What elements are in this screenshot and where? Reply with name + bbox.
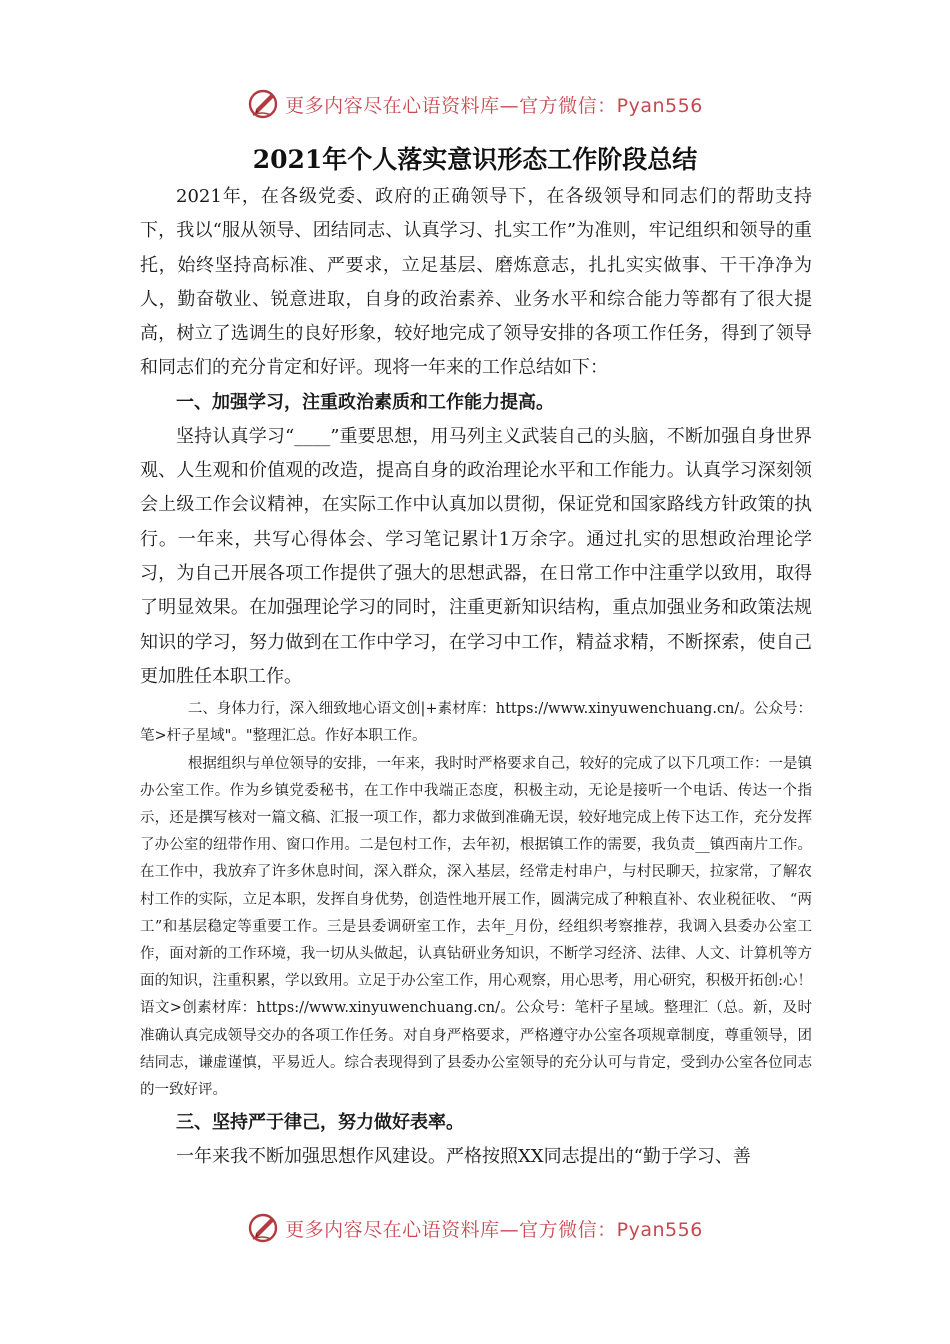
banner-text: 更多内容尽在心语资料库—官方微信：Pyan556 (285, 1218, 703, 1241)
section-1-paragraph: 坚持认真学习“____”重要思想，用马列主义武装自己的头脑，不断加强自身世界观、人生观和价值观的改造，提高自身的政治理论水平和工作能力。认真学习深刻领会上级工作会议精神，在实际工作中认真加以贯彻，保证党和国家路线方针政策的执行。一年来，共写心得体会、学习笔记累计1万余字。通过扎实的思想政治理论学习，为自己开展各项工作提供了强大的思想武器，在日常工作中注重学以致用，取得了明显效果。在加强理论学习的同时，注重更新知识结构，重点加强业务和政策法规知识的学习，努力做到在工作中学习，在学习中工作，精益求精，不断探索，使自己更加胜任本职工作。 (140, 425, 812, 687)
section-1-heading: 一、加强学习，注重政治素质和工作能力提高。 (176, 391, 554, 413)
header-banner (0, 84, 950, 124)
section-2-block (140, 696, 812, 1104)
document-body (140, 180, 812, 1175)
section-2-heading-line: 二、身体力行，深入细致地心语文创|+素材库：https://www.xinyuwenchuang.cn/。公众号：笔>杆子星域"。"整理汇总。作好本职工作。 (140, 701, 812, 745)
banner-text: 更多内容尽在心语资料库—官方微信：Pyan556 (285, 94, 703, 117)
section-3-heading: 三、坚持严于律己，努力做好表率。 (176, 1112, 464, 1134)
intro-paragraph: 2021年，在各级党委、政府的正确领导下，在各级领导和同志们的帮助支持下，我以“服从领导、团结同志、认真学习、扎实工作”为准则，牢记组织和领导的重托，始终坚持高标准、严要求，立足基层、磨炼意志，扎扎实实做事、干干净净为人，勤奋敬业、锐意进取，自身的政治素养、业务水平和综合能力等都有了很大提高，树立了选调生的良好形象，较好地完成了领导安排的各项工作任务，得到了领导和同志们的充分肯定和好评。现将一年来的工作总结如下： (140, 186, 812, 379)
document-title: 2021年个人落实意识形态工作阶段总结 (252, 145, 698, 174)
pen-logo-icon (247, 87, 281, 121)
footer-banner (0, 1208, 950, 1248)
section-3-paragraph: 一年来我不断加强思想作风建设。严格按照XX同志提出的“勤于学习、善 (176, 1146, 751, 1168)
section-2-paragraph: 根据组织与单位领导的安排，一年来，我时时严格要求自己，较好的完成了以下几项工作：一是镇办公室工作。作为乡镇党委秘书，在工作中我端正态度，积极主动，无论是接听一个电话、传达一个指示，还是撰写核对一篇文稿、汇报一项工作，都力求做到准确无误，较好地完成上传下达工作，充分发挥了办公室的纽带作用、窗口作用。二是包村工作，去年初，根据镇工作的需要，我负责__镇西南片工作。在工作中，我放弃了许多休息时间，深入群众，深入基层，经常走村串户，与村民聊天，拉家常，了解农村工作的实际，立足本职，发挥自身优势，创造性地开展工作，圆满完成了种粮直补、农业税征收、 “两工”和基层稳定等重要工作。三是县委调研室工作，去年_月份，经组织考察推荐，我调入县委办公室工作，面对新的工作环境，我一切从头做起，认真钻研业务知识，不断学习经济、法律、人文、计算机等方面的知识，注重积累，学以致用。立足于办公室工作，用心观察，用心思考，用心研究，积极开拓创:心！语文>创素材库：https://www.xinyuwenchuang.cn/。公众号：笔杆子星域。整理汇（总。新，及时准确认真完成领导交办的各项工作任务。对自身严格要求，严格遵守办公室各项规章制度，尊重领导，团结同志，谦虚谨慎，平易近人。综合表现得到了县委办公室领导的充分认可与肯定，受到办公室各位同志的一致好评。 (140, 755, 812, 1098)
pen-logo-icon (247, 1211, 281, 1245)
